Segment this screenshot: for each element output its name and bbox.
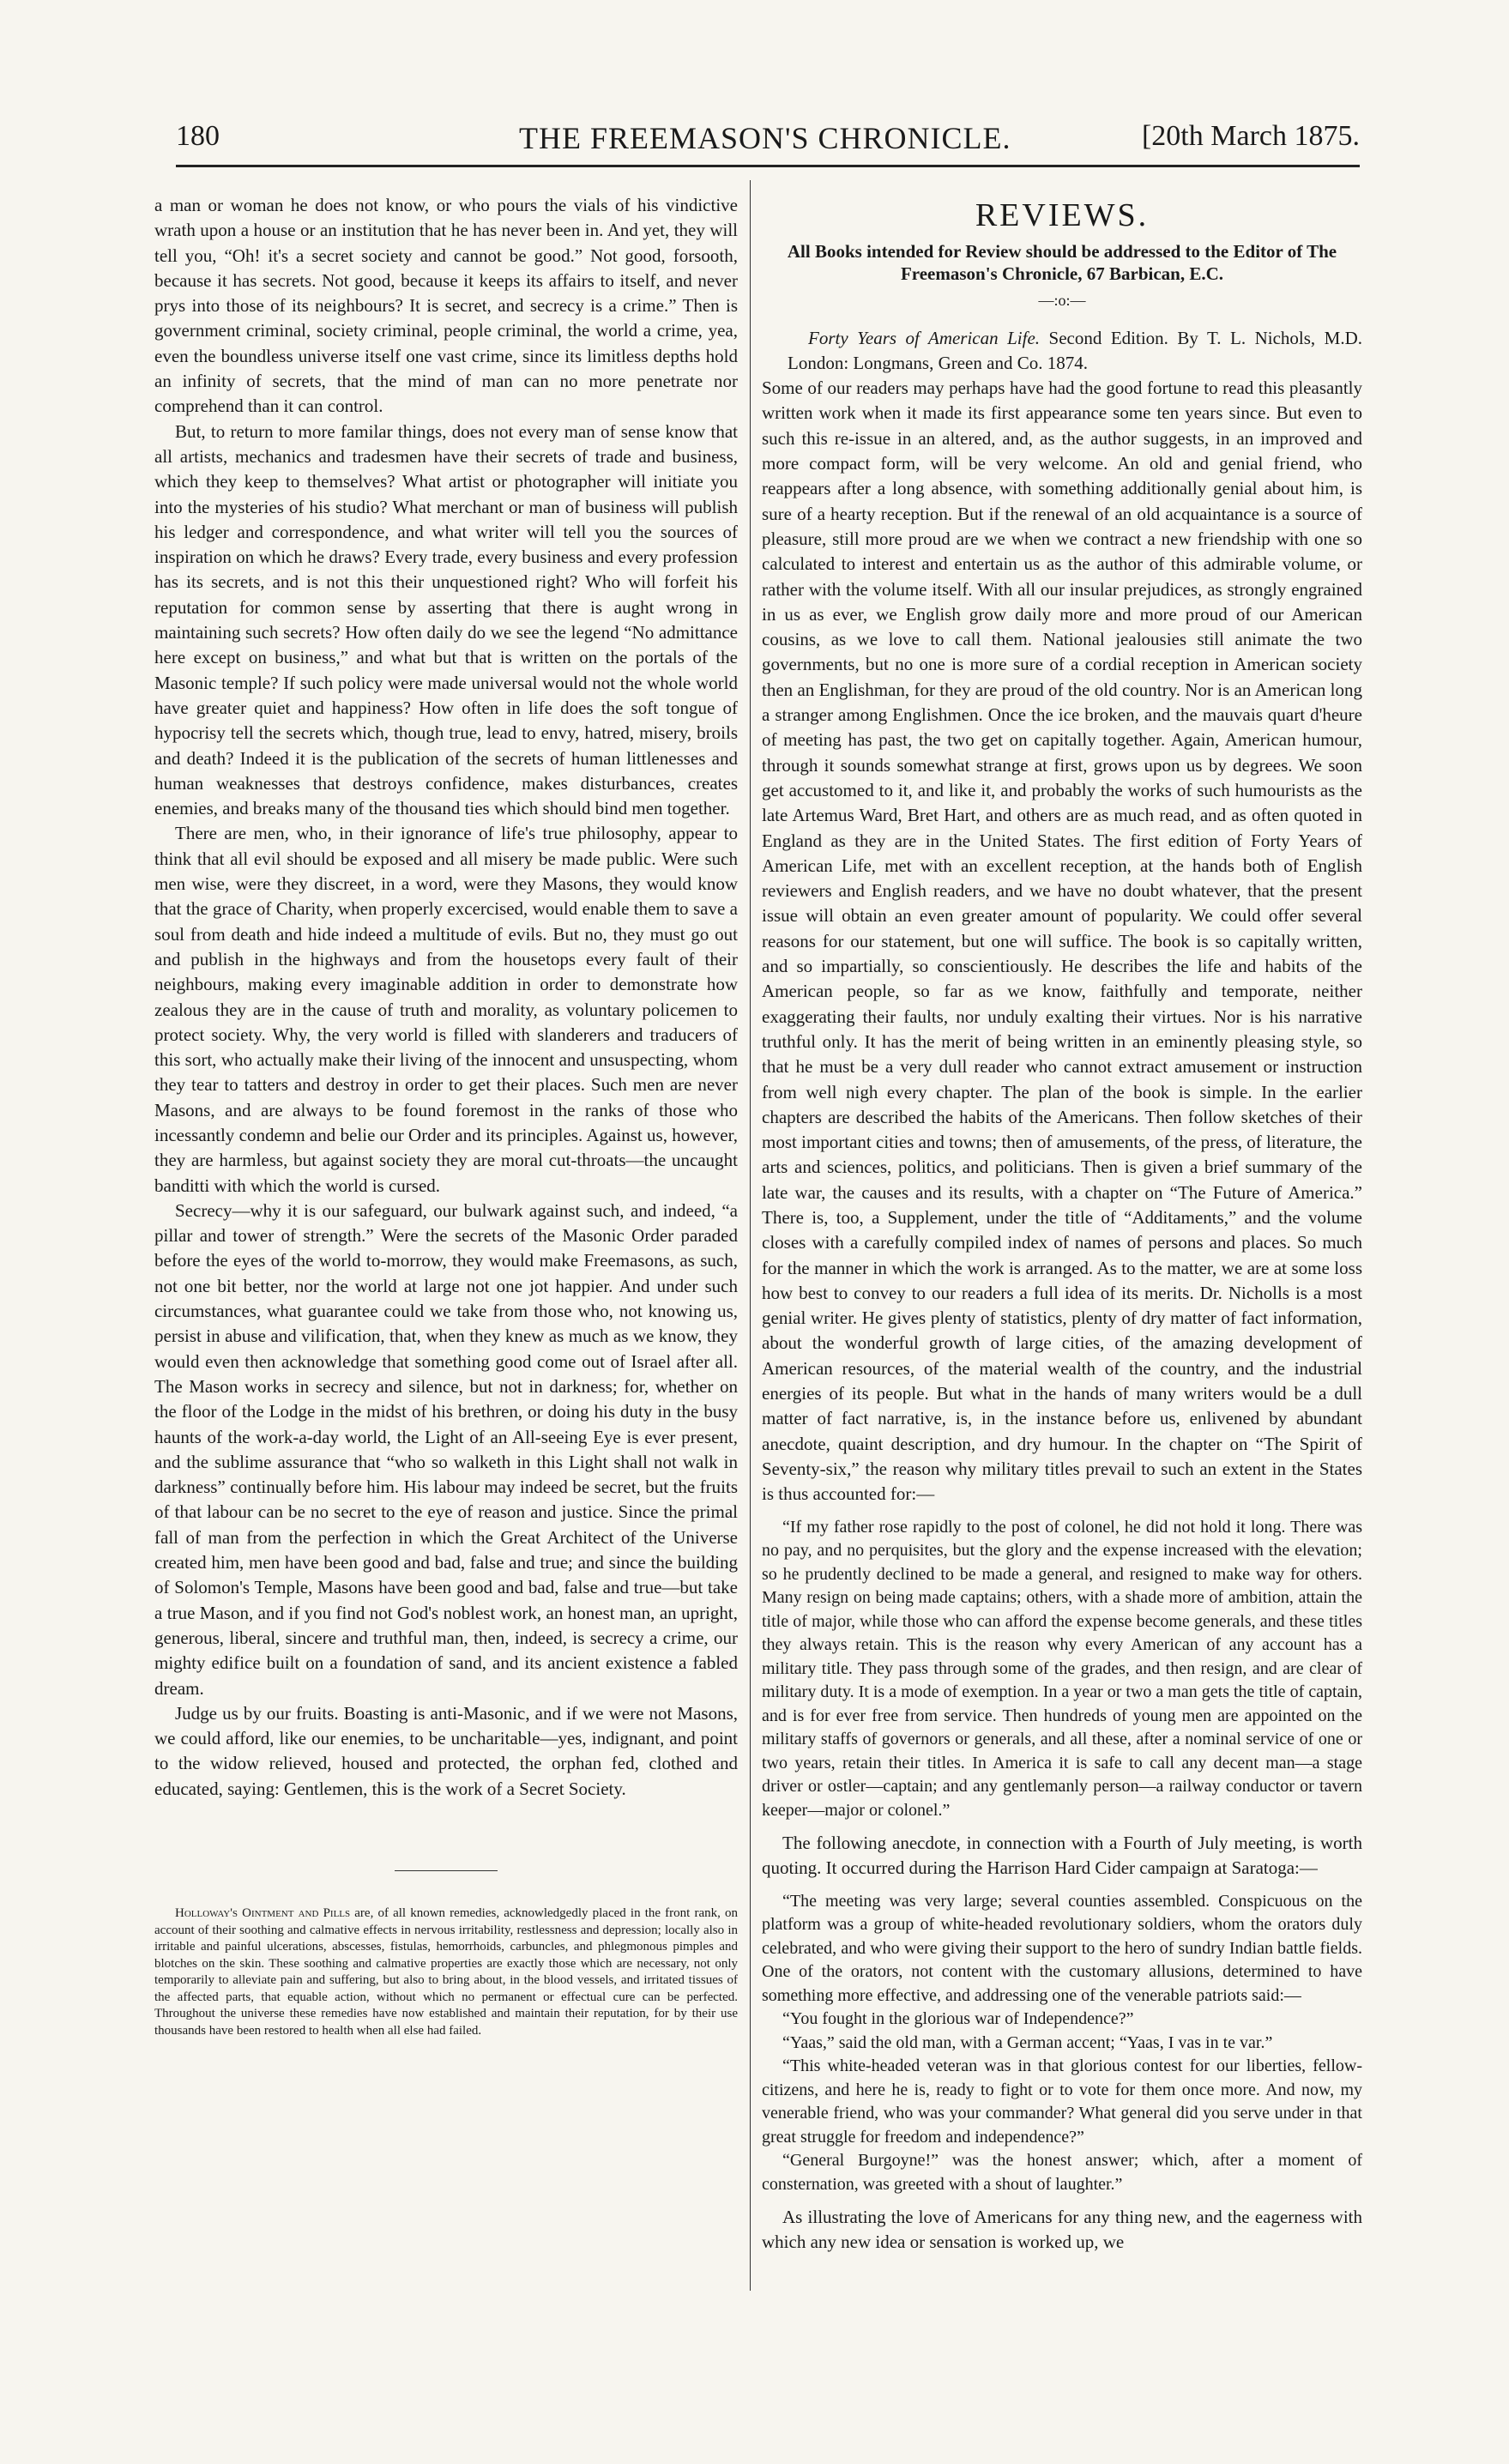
quote-paragraph: “You fought in the glorious war of Independence?”	[782, 2009, 1134, 2029]
book-title: Forty Years of American Life.	[808, 327, 1041, 348]
quote-paragraph: “Yaas,” said the old man, with a German accent; “Yaas, I vas in te var.”	[782, 2032, 1273, 2052]
column-divider	[750, 180, 751, 2291]
review-notice: All Books intended for Review should be addressed to the Editor of The Freemason's Chronicle, 67 Barbican, E.C.	[787, 241, 1337, 285]
article-paragraph: There are men, who, in their ignorance of life's true philosophy, appear to think that all evil should be exposed and all misery be made public. Were such men wise, were they discreet, in a word, were they Masons, they would know that the grace of Charity, when properly excercised, would enable them to save a soul from death and hide indeed a multitude of evils. But no, they must go out and publish in the highways and from the housetops every fault of their neighbours, making every imaginable addition in order to demonstrate how zealous they are in the cause of truth and morality, as voluntary policemen to protect society. Why, the very world is filled with slanderers and traducers of this sort, who actually make their living of the innocent and unsuspecting, whom they tear to tatters and destroy in order to get their places. Such men are never Masons, and are always to be found foremost in the ranks of those who incessantly condemn and belie our Order and its principles. Against us, however, they are harmless, but against society they are moral cut-throats—the uncaught banditti with which the world is cursed.	[154, 823, 738, 1196]
article-paragraph: Secrecy—why it is our safeguard, our bulwark against such, and indeed, “a pillar and tower of strength.” Were the secrets of the Masonic Order paraded before the eyes of the world to-morrow, they would make Freemasons, as such, not one bit better, nor the world at large not one jot happier. And under such circumstances, what guarantee could we take from those who, not knowing us, persist in abuse and vilification, that, when they knew as much as we know, they would even then acknowledge that something good come out of Israel after all. The Mason works in secrecy and silence, but not in darkness; for, whether on the floor of the Lodge in the midst of his brethren, or doing his duty in the busy haunts of the work-a-day world, the Light of an All-seeing Eye is ever present, and the sublime assurance that “who so walketh in this Light shall not walk in darkness” continually before him. His labour may indeed be secret, but the fruits of that labour can be no secret to the eye of reason and justice. Since the primal fall of man from the perfection in which the Great Architect of the Universe created him, men have been good and bad, false and true; and since the building of Solomon's Temple, Masons have been good and bad, false and true—but take a true Mason, and if you find not God's noblest work, an honest man, an upright, generous, liberal, sincere and truthful man, then, indeed, is secrecy a crime, our mighty edifice built on a foundation of sand, and its ancient existence a fabled dream.	[154, 1199, 738, 1699]
masthead-rule	[176, 165, 1360, 167]
article-paragraph: But, to return to more familar things, does not every man of sense know that all artists, mechanics and tradesmen have their secrets of trade and business, which they keep to themselves? What artist or photographer will initiate you into the mysteries of his studio? What merchant or man of business will publish his ledger and correspondence, and what writer will tell you the sources of inspiration on which he draws? Every trade, every business and every profession has its secrets, and is not this their unquestioned right? Who will forfeit his reputation for common sense by asserting that there is aught wrong in maintaining such secrets? How often daily do we see the legend “No admittance here except on business,” and what but that is written on the portals of the Masonic temple? If such policy were made universal would not the whole world have greater quiet and happiness? How often in life does the soft tongue of hypocrisy tell the secrets which, though true, lead to envy, hatred, misery, broils and death? Indeed it is the publication of the secrets of human littlenesses and human weaknesses that destroys confidence, makes disturbances, creates enemies, and breaks many of the thousand ties which should bind men together.	[154, 420, 738, 819]
reviews-heading: REVIEWS.	[975, 197, 1150, 233]
issue-date: [20th March 1875.	[1141, 120, 1360, 152]
holloway-advert	[154, 1905, 738, 2039]
book-details: Second Edition. By T. L. Nichols, M.D. London: Longmans, Green and Co. 1874.	[788, 327, 1362, 373]
newspaper-title: THE FREEMASON'S CHRONICLE.	[519, 121, 1011, 155]
section-rule	[395, 1870, 498, 1871]
right-column	[762, 193, 1362, 2256]
book-reference	[762, 326, 1362, 377]
left-column	[154, 193, 738, 2039]
page-number: 180	[176, 120, 220, 152]
quote-military-titles: “If my father rose rapidly to the post of colonel, he did not hold it long. There was no pay, and no perquisites, but the glory and the expense increased with the elevation; so he prudently declined to be made a general, and resigned to make way for others. Many resign on being made captains; others, with a shade more of ambition, attain the title of major, while those who can afford the expense become generals, and these titles they always retain. This is the reason why every American of any account has a military title. They pass through some of the grades, and then resign, and are clear of military duty. It is a mode of exemption. In a year or two a man gets the title of captain, and is for ever free from service. Then hundreds of young men are appointed on the military staffs of governors or generals, and all these, after a nominal service of one or two years, retain their titles. In America it is safe to call any decent man—a stage driver or ostler—captain; and any gentlemanly person—a railway conductor or tavern keeper—major or colonel.”	[762, 1517, 1362, 1820]
masthead	[176, 120, 1360, 161]
review-paragraph: Some of our readers may perhaps have had the good fortune to read this pleasantly written work when it made its first appearance some ten years since. But even to such this re-issue in an altered, and, as the author suggests, in an improved and more compact form, will be very welcome. An old and genial friend, who reappears after a long absence, with something additionally genial about him, is sure of a hearty reception. But if the renewal of an old acquaintance is a source of pleasure, still more proud are we when we contract a new friendship with one so calculated to interest and entertain us as the author of this admirable volume, or rather with the volume itself. With all our insular prejudices, as strongly engrained in us as ever, we English grow daily more and more proud of our American cousins, as we love to call them. National jealousies still animate the two governments, but no one is more sure of a cordial reception in American society then an Englishman, for they are proud of the old country. Nor is an American long a stranger among Englishmen. Once the ice broken, and the mauvais quart d'heure of meeting has past, the two get on capitally together. Again, American humour, through it sounds somewhat strange at first, grows upon us by degrees. We soon get accustomed to it, and like it, and probably the works of such humourists as the late Artemus Ward, Bret Hart, and others are as much read, and as often quoted in England as they are in the United States. The first edition of Forty Years of American Life, met with an excellent reception, at the hands both of English reviewers and English readers, and we have no doubt whatever, that the present issue will obtain an even greater amount of popularity. We could offer several reasons for our statement, but one will suffice. The book is so capitally written, and so impartially, so conscientiously. He describes the life and habits of the American people, so far as we know, faithfully and temporate, neither exaggerating their faults, nor unduly exalting their virtues. Nor is his narrative truthful only. It has the merit of being written in an eminently pleasing style, so that he must be a very dull reader who cannot extract amusement or instruction from well nigh every chapter. The plan of the book is simple. In the earlier chapters are described the habits of the Americans. Then follow sketches of their most important cities and towns; then of amusements, of the press, of literature, the arts and sciences, politics, and politicians. Then is given a brief summary of the late war, the causes and its results, with a chapter on “The Future of America.” There is, too, a Supplement, under the title of “Additaments,” and the volume closes with a carefully compiled index of names of persons and places. So much for the manner in which the work is arranged. As to the matter, we are at some loss how best to convey to our readers a full idea of its merits. Dr. Nicholls is a most genial writer. He gives plenty of statistics, plenty of dry matter of fact information, about the wonderful growth of large cities, of the amazing development of American resources, of the material wealth of the country, and the industrial energies of its people. But what in the hands of many writers would be a dull matter of fact narrative, is, in the instance before us, enlivened by abundant anecdote, quaint description, and dry humour. In the chapter on “The Spirit of Seventy-six,” the reason why military titles prevail to such an extent in the States is thus accounted for:—	[762, 377, 1362, 1505]
advert-text: are, of all known remedies, acknowledgedly placed in the front rank, on account of their soothing and calmative effects in nervous irritability, restlessness and depression; locally also in irritable and painful ulcerations, abscesses, fistulas, hemorrhoids, carbuncles, and phlegmonous pimples and blotches on the skin. These soothing and calmative properties are exactly those which are necessary, not only temporarily to alleviate pain and suffering, but also to bring about, in the blood vessels, and irritated tissues of the affected parts, that equable action, without which no permanent or effectual cure can be perfected. Throughout the universe these remedies have now established and maintain their reputation, for by their use thousands have been restored to health when all else had failed.	[154, 1906, 738, 2038]
separator: —:o:—	[1038, 292, 1086, 310]
quote-paragraph: “The meeting was very large; several counties assembled. Conspicuous on the platform was a group of white-headed revolutionary soldiers, whom the orators duly celebrated, and who were giving their support to the hero of sundry Indian battle fields. One of the orators, not content with the customary allusions, determined to have something more effective, and addressing one of the venerable patriots said:—	[762, 1891, 1362, 2005]
review-paragraph: The following anecdote, in connection with a Fourth of July meeting, is worth quoting. It occurred during the Harrison Hard Cider campaign at Saratoga:—	[762, 1833, 1362, 1879]
article-paragraph: a man or woman he does not know, or who pours the vials of his vindictive wrath upon a house or an institution that he has never been in. And yet, they will tell you, “Oh! it's a secret society and cannot be good.” Not good, forsooth, because it has secrets. Not good, because it keeps its affairs to itself, and never prys into those of its neighbours? It is secret, and secrecy is a crime.” Then is government criminal, society criminal, people criminal, the world a crime, yea, even the boundless universe itself one vast crime, since its limitless depths hold an infinity of secrets, that the mind of man can no more penetrate nor comprehend than it can control.	[154, 195, 738, 417]
quote-paragraph: “General Burgoyne!” was the honest answer; which, after a moment of consternation, was greeted with a shout of laughter.”	[762, 2151, 1362, 2194]
article-paragraph: Judge us by our fruits. Boasting is anti-Masonic, and if we were not Masons, we could afford, like our enemies, to be uncharitable—yes, indignant, and point to the widow relieved, housed and protected, the orphan fed, clothed and educated, saying: Gentlemen, this is the work of a Secret Society.	[154, 1702, 738, 1799]
review-paragraph: As illustrating the love of Americans for any thing new, and the eagerness with which any new idea or sensation is worked up, we	[762, 2207, 1362, 2253]
quote-paragraph: “This white-headed veteran was in that glorious contest for our liberties, fellow-citizens, and here he is, ready to fight or to vote for them once more. And now, my venerable friend, who was your commander? What general did you serve under in that great struggle for freedom and independence?”	[762, 2056, 1362, 2147]
advert-lead: Holloway's Ointment and Pills	[175, 1906, 351, 1920]
